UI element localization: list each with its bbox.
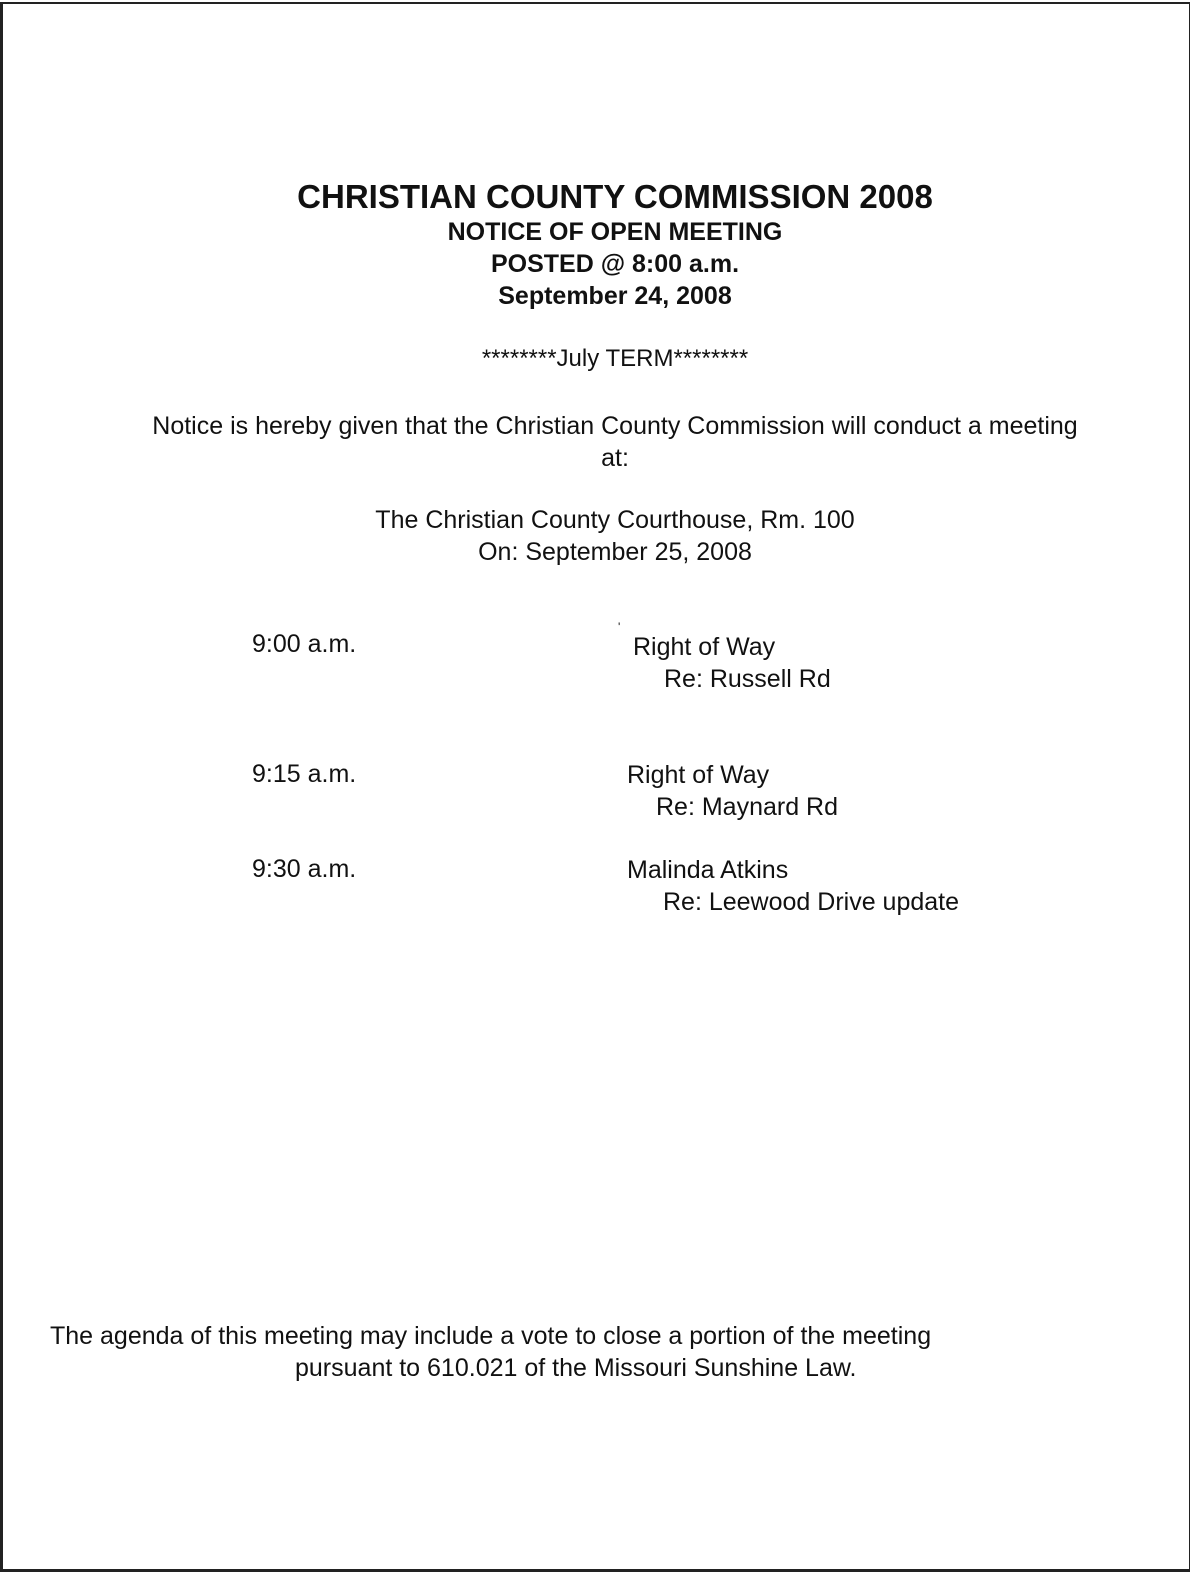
agenda-time: 9:00 a.m. bbox=[252, 630, 357, 658]
agenda-time: 9:15 a.m. bbox=[252, 760, 357, 788]
agenda-item-re: Re: Maynard Rd bbox=[656, 793, 839, 821]
agenda-item-re: Re: Russell Rd bbox=[664, 665, 831, 693]
agenda-time: 9:30 a.m. bbox=[252, 855, 357, 883]
intro-paragraph: Notice is hereby given that the Christian County Commission will conduct a meeting at: bbox=[152, 412, 1078, 472]
notice-title: CHRISTIAN COUNTY COMMISSION 2008 bbox=[297, 178, 933, 215]
agenda-item-title: Malinda Atkins bbox=[627, 856, 789, 884]
term-label: ********July TERM******** bbox=[481, 345, 749, 372]
footer-line-2: pursuant to 610.021 of the Missouri Sunshine Law. bbox=[295, 1354, 857, 1382]
agenda-item-title: Right of Way bbox=[627, 761, 770, 789]
notice-label: NOTICE OF OPEN MEETING bbox=[447, 218, 783, 246]
posted-date: September 24, 2008 bbox=[498, 282, 732, 310]
agenda-item-title: Right of Way bbox=[633, 633, 776, 661]
agenda-item-re: Re: Leewood Drive update bbox=[663, 888, 960, 916]
location-date: On: September 25, 2008 bbox=[478, 538, 752, 566]
footer-line-1: The agenda of this meeting may include a vote to close a portion of the meeting bbox=[50, 1322, 932, 1350]
meeting-location bbox=[0, 504, 1200, 568]
footer-disclaimer bbox=[50, 1320, 1080, 1384]
posted-time: POSTED @ 8:00 a.m. bbox=[490, 250, 740, 278]
stray-mark: ' bbox=[618, 620, 621, 634]
location-place: The Christian County Courthouse, Rm. 100 bbox=[375, 506, 855, 534]
